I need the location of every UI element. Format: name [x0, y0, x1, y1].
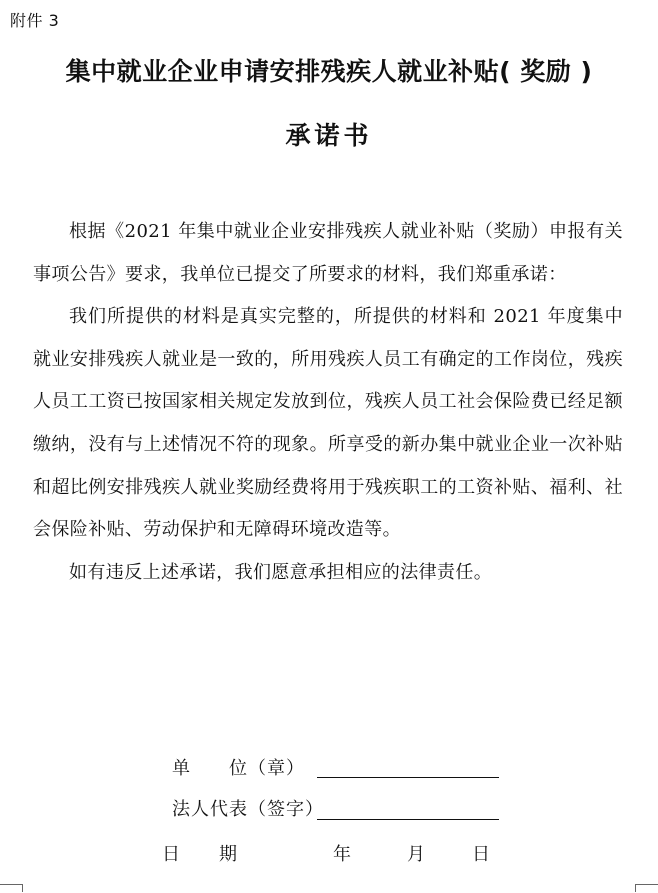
date-day-label: 日 — [472, 844, 490, 865]
unit-seal-label: 单 位（章） — [172, 758, 305, 779]
date-label: 日 期 — [162, 844, 238, 865]
paragraph-liability: 如有违反上述承诺，我们愿意承担相应的法律责任。 — [69, 561, 493, 583]
date-year-label: 年 — [333, 844, 351, 865]
document-subtitle: 承诺书 — [285, 121, 373, 150]
unit-seal-line[interactable] — [317, 777, 499, 778]
commitment-body — [33, 211, 623, 594]
date-month-label: 月 — [407, 844, 425, 865]
legal-rep-signature-line[interactable] — [317, 819, 499, 820]
paragraph-intro: 根据《2021 年集中就业企业安排残疾人就业补贴（奖励）申报有关事项公告》要求，我单位已提交了所要求的材料，我们郑重承诺： — [33, 221, 623, 285]
attachment-label: 附件 3 — [10, 11, 60, 30]
paragraph-commitment: 我们所提供的材料是真实完整的，所提供的材料和 2021 年度集中就业安排残疾人就业是一致的，所用残疾人员工有确定的工作岗位，残疾人员工工资已按国家相关规定发放到位，残疾人员工社会保险费已经足额缴纳，没有与上述情况不符的现象。所享受的新办集中就业企业一次补贴和超比例安排残疾人就业奖励经费将用于残疾职工的工资补贴、福利、社会保险补贴、劳动保护和无障碍环境改造等。 — [33, 306, 623, 541]
document-title: 集中就业企业申请安排残疾人就业补贴( 奖励 ) — [65, 57, 593, 86]
legal-rep-label: 法人代表（签字） — [172, 799, 324, 820]
